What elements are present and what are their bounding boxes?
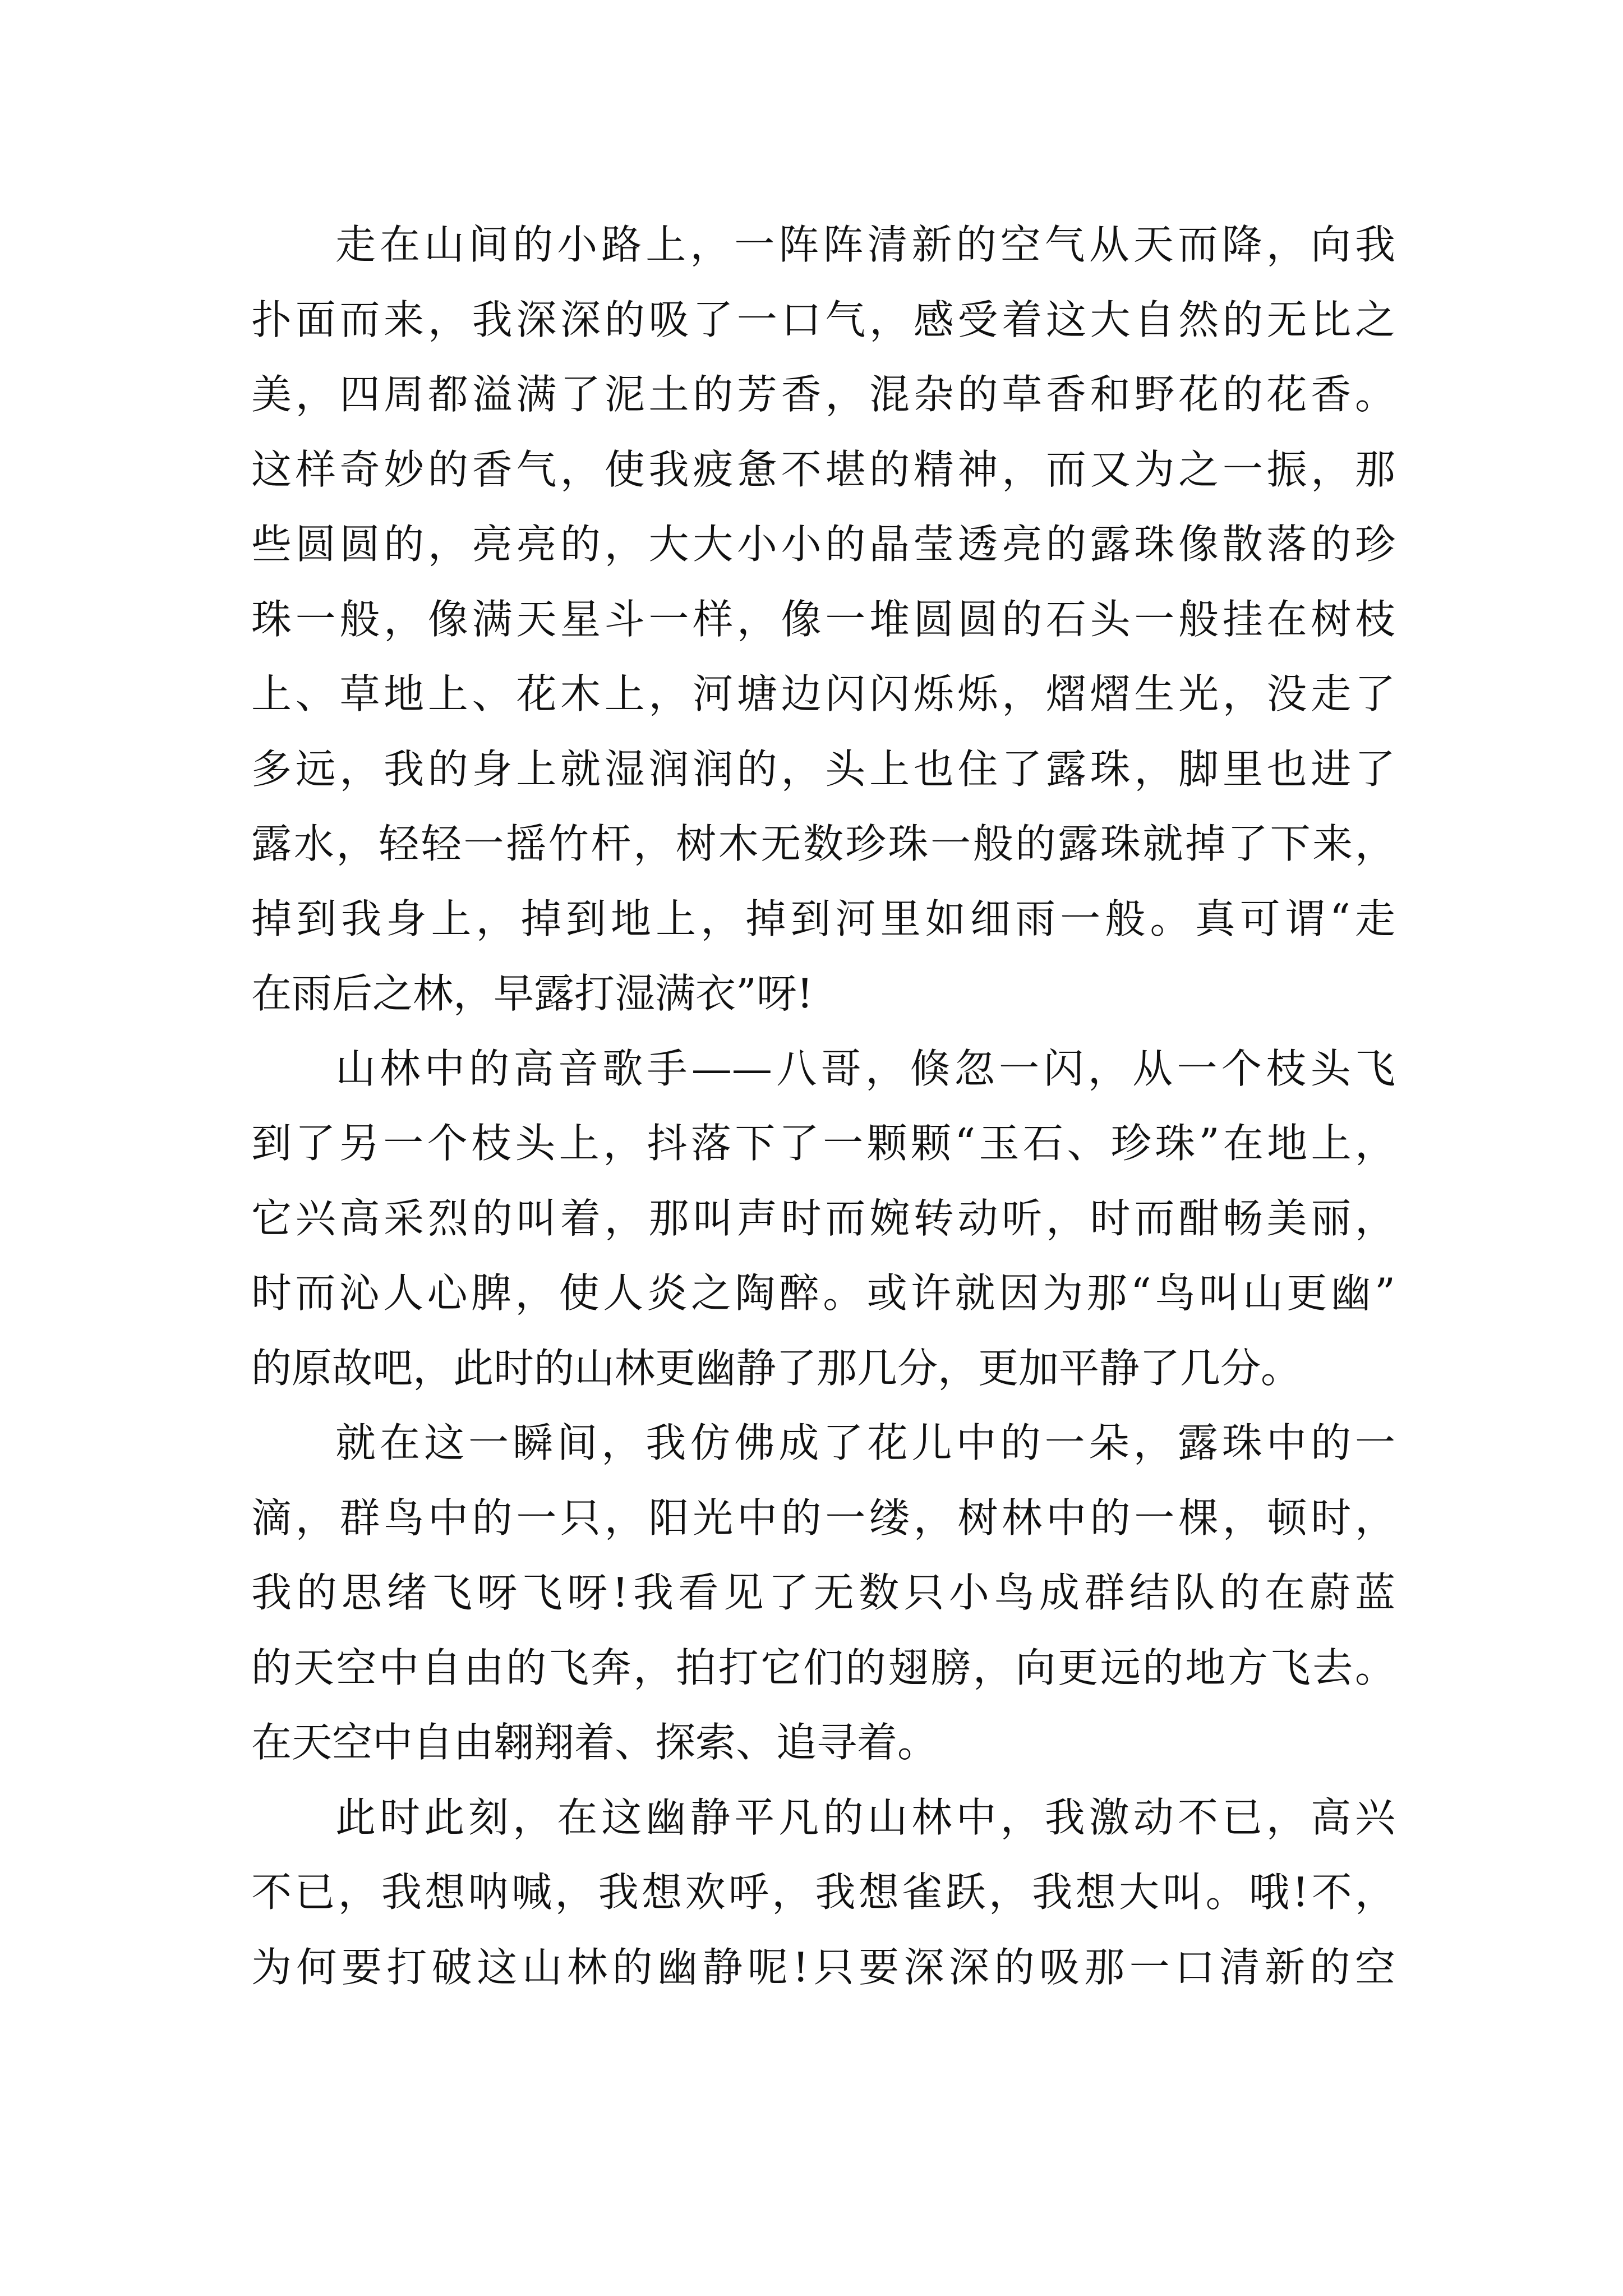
paragraph-4-line-2: 不已，我想呐喊，我想欢呼，我想雀跃，我想大叫。哦!不， (251, 1869, 1395, 1916)
paragraph-2-line-2: 到了另一个枝头上，抖落下了一颗颗“玉石、珍珠”在地上， (251, 1120, 1395, 1167)
paragraph-3-line-5: 在天空中自由翱翔着、探索、追寻着。 (251, 1719, 938, 1766)
paragraph-1-line-7: 上、草地上、花木上，河塘边闪闪烁烁，熠熠生光，没走了 (251, 670, 1395, 717)
paragraph-1-line-4: 这样奇妙的香气，使我疲惫不堪的精神，而又为之一振，那 (251, 445, 1395, 493)
paragraph-1-line-11: 在雨后之林，早露打湿满衣”呀! (251, 970, 813, 1017)
paragraph-1-line-8: 多远，我的身上就湿润润的，头上也住了露珠，脚里也进了 (251, 745, 1395, 793)
paragraph-3-line-1: 就在这一瞬间，我仿佛成了花儿中的一朵，露珠中的一 (335, 1419, 1395, 1466)
paragraph-4-line-3: 为何要打破这山林的幽静呢!只要深深的吸那一口清新的空 (251, 1943, 1395, 1991)
paragraph-1-line-6: 珠一般，像满天星斗一样，像一堆圆圆的石头一般挂在树枝 (251, 595, 1395, 643)
paragraph-1-line-5: 些圆圆的，亮亮的，大大小小的晶莹透亮的露珠像散落的珍 (251, 521, 1395, 568)
paragraph-2-line-5: 的原故吧，此时的山林更幽静了那几分，更加平静了几分。 (251, 1344, 1302, 1392)
paragraph-1-line-3: 美，四周都溢满了泥土的芳香，混杂的草香和野花的花香。 (251, 371, 1395, 418)
paragraph-2-line-4: 时而沁人心脾，使人炎之陶醉。或许就因为那“鸟叫山更幽” (251, 1269, 1395, 1317)
paragraph-1-line-10: 掉到我身上，掉到地上，掉到河里如细雨一般。真可谓“走 (251, 895, 1395, 942)
article-body (251, 208, 1395, 2005)
paragraph-1-line-2: 扑面而来，我深深的吸了一口气，感受着这大自然的无比之 (251, 296, 1395, 343)
paragraph-4-line-1: 此时此刻，在这幽静平凡的山林中，我激动不已，高兴 (335, 1793, 1395, 1841)
paragraph-1-line-1: 走在山间的小路上，一阵阵清新的空气从天而降，向我 (335, 221, 1395, 268)
paragraph-3-line-2: 滴，群鸟中的一只，阳光中的一缕，树林中的一棵，顿时， (251, 1494, 1395, 1542)
paragraph-2-line-3: 它兴高采烈的叫着，那叫声时而婉转动听，时而酣畅美丽， (251, 1194, 1395, 1242)
paragraph-2-line-1: 山林中的高音歌手——八哥，倏忽一闪，从一个枝头飞 (335, 1045, 1395, 1092)
paragraph-1-line-9: 露水，轻轻一摇竹杆，树木无数珍珠一般的露珠就掉了下来， (251, 820, 1395, 867)
paragraph-3-line-3: 我的思绪飞呀飞呀!我看见了无数只小鸟成群结队的在蔚蓝 (251, 1569, 1395, 1616)
paragraph-3-line-4: 的天空中自由的飞奔，拍打它们的翅膀，向更远的地方飞去。 (251, 1644, 1395, 1691)
